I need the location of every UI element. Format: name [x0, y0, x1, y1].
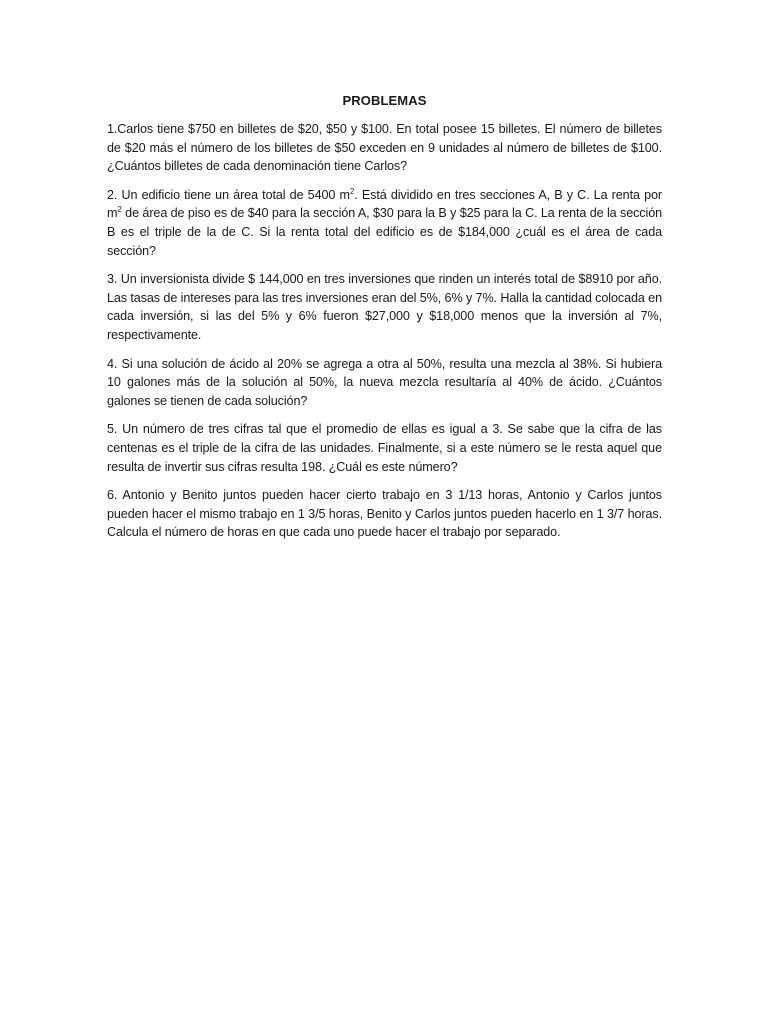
problem-2-text-a: 2. Un edificio tiene un área total de 5400 m [107, 187, 350, 202]
problem-5: 5. Un número de tres cifras tal que el promedio de ellas es igual a 3. Se sabe que la cifra de las centenas es el triple de la cifra de las unidades. Finalmente, si a este número se le resta aquel que resulta de invertir sus cifras resulta 198. ¿Cuál es este número? [107, 422, 662, 474]
problem-6: 6. Antonio y Benito juntos pueden hacer cierto trabajo en 3 1/13 horas, Antonio y Carlos juntos pueden hacer el mismo trabajo en 1 3/5 horas, Benito y Carlos juntos pueden hacerlo en 1 3/7 horas. Calcula el número de horas en que cada uno puede hacer el trabajo por separado. [107, 488, 662, 540]
problem-1: 1.Carlos tiene $750 en billetes de $20, $50 y $100. En total posee 15 billetes. El número de billetes de $20 más el número de los billetes de $50 exceden en 9 unidades al número de billetes de $100. ¿Cuántos billetes de cada denominación tiene Carlos? [107, 122, 662, 174]
superscript-2: 2 [117, 205, 122, 215]
problem-3: 3. Un inversionista divide $ 144,000 en tres inversiones que rinden un interés total de $8910 por año. Las tasas de intereses para las tres inversiones eran del 5%, 6% y 7%. Halla la cantidad colocada en cada inversión, si las del 5% y 6% fueron $27,000 y $18,000 menos que la inversión al 7%, respectivamente. [107, 272, 662, 342]
problem-2-text-c: de área de piso es de $40 para la sección A, $30 para la B y $25 para la C. La renta de la sección B es el triple de la de C. Si la renta total del edificio es de $184,000 ¿cuál es el área de cada sección? [107, 206, 662, 258]
problem-4: 4. Si una solución de ácido al 20% se agrega a otra al 50%, resulta una mezcla al 38%. Si hubiera 10 galones más de la solución al 50%, la nueva mezcla resultaría al 40% de ácido. ¿Cuántos galones se tienen de cada solución? [107, 356, 662, 408]
problem-2-text-b: . Está dividido en tres secciones A, B y C. La renta por m [107, 187, 662, 221]
superscript-2: 2 [349, 186, 355, 196]
document-page [107, 92, 662, 552]
document-title: PROBLEMAS [342, 93, 427, 108]
problem-2 [107, 186, 662, 260]
